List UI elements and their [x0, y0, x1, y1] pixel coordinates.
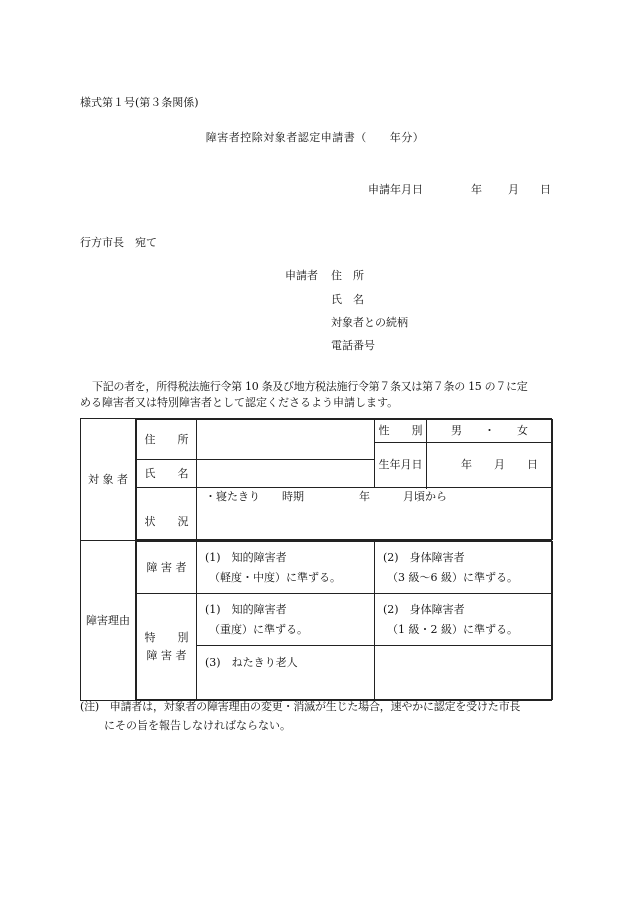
address-label: 住 所	[137, 420, 197, 460]
disabled-label: 障 害 者	[137, 542, 197, 594]
application-table	[80, 418, 552, 701]
disabled-option-2[interactable]	[375, 542, 553, 594]
name-label: 氏 名	[137, 460, 197, 488]
s2-line1: (2) 身体障害者	[383, 602, 465, 616]
note-line1: (注) 申請者は，対象者の障害理由の変更・消滅が生じた場合，速やかに認定を受けた市長	[80, 700, 521, 713]
d1-line1: (1) 知的障害者	[205, 550, 287, 564]
birth-label: 生年月日	[375, 443, 427, 488]
d2-line2: （3 級～6 級）に準ずる。	[387, 570, 518, 584]
special-option-2[interactable]	[375, 594, 553, 646]
sex-options[interactable]: 男 ・ 女	[427, 420, 553, 443]
addressee: 行方市長 宛て	[80, 236, 157, 249]
disabled-option-1[interactable]	[197, 542, 375, 594]
date-month: 月	[508, 183, 519, 196]
date-year: 年	[471, 183, 482, 196]
body-text-line2: める障害者又は特別障害者として認定くださるよう申請します。	[80, 396, 399, 409]
special-option-1[interactable]	[197, 594, 375, 646]
s1-line1: (1) 知的障害者	[205, 602, 287, 616]
applicant-address-label: 住 所	[331, 269, 364, 282]
form-number: 様式第１号(第３条関係)	[80, 96, 199, 109]
reason-label: 障害理由	[81, 541, 136, 701]
subject-address-field[interactable]	[197, 420, 375, 460]
empty-cell	[375, 646, 553, 700]
d2-line1: (2) 身体障害者	[383, 550, 465, 564]
special-label-2: 障 害 者	[146, 648, 187, 662]
special-option-3[interactable]: (3) ねたきり老人	[197, 646, 375, 700]
status-field[interactable]: ・寝たきり 時期 年 月頃から	[197, 488, 553, 540]
special-label-1: 特 別	[144, 630, 189, 644]
applicant-relation-label: 対象者との続柄	[331, 316, 408, 329]
date-label: 申請年月日	[368, 183, 423, 196]
page-title: 障害者控除対象者認定申請書（ 年分）	[205, 131, 425, 144]
date-day: 日	[540, 183, 551, 196]
applicant-phone-label: 電話番号	[331, 339, 375, 352]
sex-label: 性 別	[375, 420, 427, 443]
s1-line2: （重度）に準ずる。	[209, 622, 308, 636]
status-label: 状 況	[137, 488, 197, 540]
d1-line2: （軽度・中度）に準ずる。	[209, 570, 341, 584]
subject-name-field[interactable]	[197, 460, 375, 488]
note-line2: にその旨を報告しなければならない。	[104, 719, 291, 732]
special-disabled-label	[137, 594, 197, 700]
body-text-line1: 下記の者を，所得税法施行令第 10 条及び地方税法施行令第７条又は第７条の 15 の７に定	[92, 380, 528, 393]
subject-label: 対 象 者	[81, 419, 136, 541]
s2-line2: （1 級・2 級）に準ずる。	[387, 622, 518, 636]
birth-date-field[interactable]: 年 月 日	[427, 443, 553, 488]
applicant-name-label: 氏 名	[331, 293, 364, 306]
applicant-label: 申請者	[285, 269, 318, 282]
